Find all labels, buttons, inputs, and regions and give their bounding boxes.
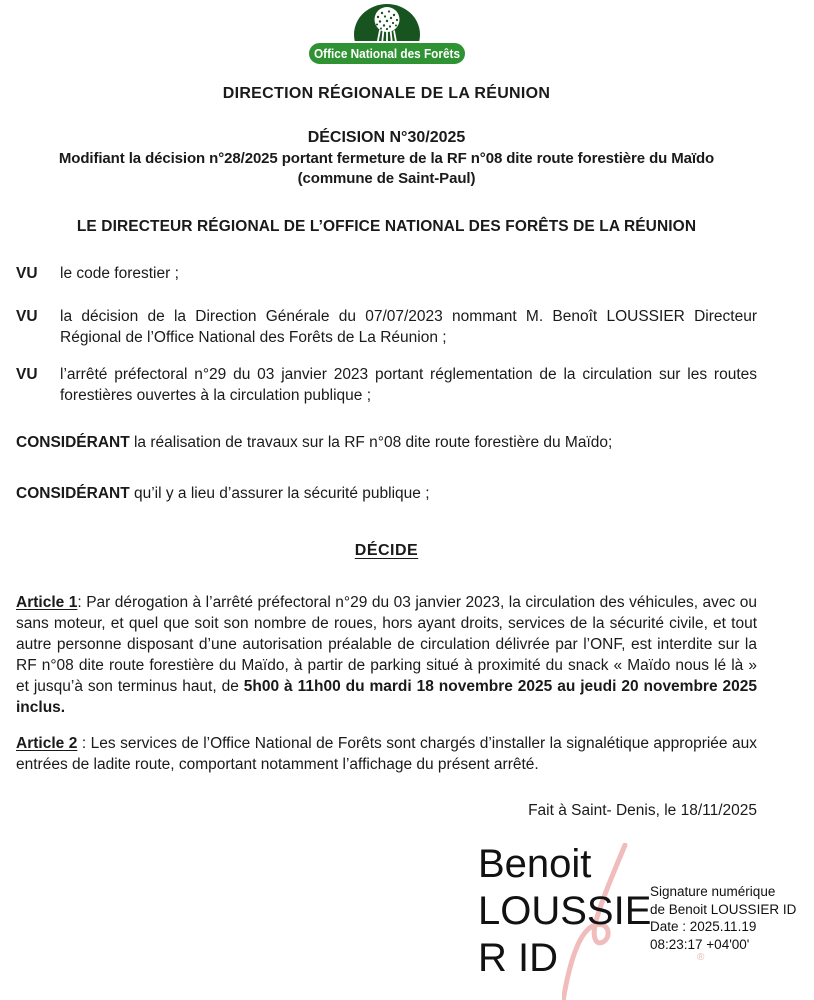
signature-name-line: Benoit (478, 842, 592, 886)
considerant-item (16, 483, 757, 504)
direction-heading: DIRECTION RÉGIONALE DE LA RÉUNION (222, 85, 551, 102)
signature-details (650, 883, 810, 953)
logo-banner-label: Office National des Forêts (313, 46, 460, 61)
considerant-label: CONSIDÉRANT (16, 434, 130, 451)
considerant-text: qu’il y a lieu d’assurer la sécurité publique ; (133, 485, 430, 502)
onf-logo-graphic (307, 3, 467, 66)
article-separator: : (77, 735, 91, 752)
signature-name-line: LOUSSIE (478, 889, 652, 933)
vu-label: VU (16, 308, 38, 325)
vu-label: VU (16, 265, 38, 282)
article-text-bold: 5h00 à 11h00 du mardi 18 novembre 2025 au jeudi 20 novembre 2025 inclus. (16, 678, 757, 716)
considerant-item (16, 432, 757, 453)
vu-item (16, 364, 757, 406)
article-separator: : (77, 594, 87, 611)
vu-item (16, 263, 757, 284)
article-text: Les services de l’Office National de Forêts sont chargés d’installer la signalétique appropriée aux entrées de ladite route, comportant notamment l’affichage du présent arrêté. (16, 735, 758, 773)
closing-place-date: Fait à Saint- Denis, le 18/11/2025 (528, 802, 757, 819)
vu-item (16, 306, 757, 348)
signature-name-line: R ID (478, 936, 558, 980)
vu-label: VU (16, 366, 38, 383)
signature-details-line: de Benoit LOUSSIER ID (650, 901, 797, 917)
article-text: Par dérogation à l’arrêté préfectoral n°29 du 03 janvier 2023, la circulation des véhicules, avec ou sans moteur, et quel que soit son nombre de roues, hors ayant droits, services de la sécurité civile, et tout autre personne disposant d’une autorisation préalable de circulation délivrée par l’ONF, est interdite sur la RF n°08 dite route forestière du Maïdo, à partir de parking situé à proximité du snack « Maïdo nous lé là » et jusqu’à son terminus haut, de (16, 594, 757, 695)
decision-title: DÉCISION N°30/2025 (307, 129, 466, 146)
decision-subtitle: Modifiant la décision n°28/2025 portant fermeture de la RF n°08 dite route forestière du Maïdo (commune de Saint-Paul) (58, 150, 715, 187)
authority-heading: LE DIRECTEUR RÉGIONAL DE L’OFFICE NATIONAL DES FORÊTS DE LA RÉUNION (76, 218, 697, 235)
considerant-text: la réalisation de travaux sur la RF n°08 dite route forestière du Maïdo; (133, 434, 613, 451)
vu-text: l’arrêté préfectoral n°29 du 03 janvier 2023 portant réglementation de la circulation sur les routes forestières ouvertes à la circulation publique ; (60, 366, 757, 404)
article-label: Article 2 (16, 735, 78, 752)
onf-logo (307, 3, 467, 66)
decide-heading: DÉCIDE (354, 542, 419, 559)
vu-text: le code forestier ; (60, 265, 179, 282)
signature-details-line: 08:23:17 +04'00' (650, 936, 750, 952)
vu-text: la décision de la Direction Générale du 07/07/2023 nommant M. Benoît LOUSSIER Directeur Régional de l’Office National des Forêts de La Réunion ; (60, 308, 757, 346)
signature-details-line: Signature numérique (650, 884, 776, 899)
signature-block (0, 841, 814, 1000)
article-1 (16, 592, 757, 718)
considerant-label: CONSIDÉRANT (16, 485, 130, 502)
article-2 (16, 733, 757, 775)
signature-name (478, 841, 651, 982)
logo-tree-canopy-icon (374, 7, 399, 32)
article-label: Article 1 (16, 594, 78, 611)
signature-details-line: Date : 2025.11.19 (650, 919, 757, 934)
registered-mark: ® (697, 952, 705, 963)
